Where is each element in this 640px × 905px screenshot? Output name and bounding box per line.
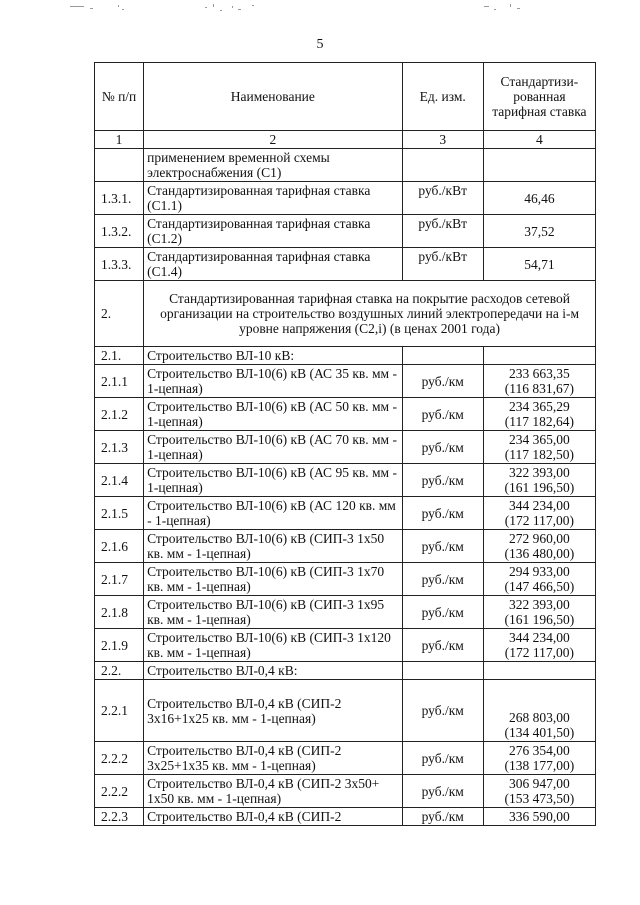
section-title: Стандартизированная тарифная ставка на покрытие расходов сетевой организации на строительство воздушных линий электропередачи на i-м уровне напряжения (С2,i) (в ценах 2001 года) bbox=[144, 281, 596, 347]
row-value-cell bbox=[483, 680, 595, 742]
scan-artifact bbox=[0, 0, 640, 20]
row-value bbox=[483, 149, 595, 182]
row-unit: руб./кВт bbox=[402, 248, 483, 281]
table-header-row bbox=[95, 63, 596, 131]
row-value-secondary: (153 473,50) bbox=[504, 791, 575, 806]
row-value-secondary: (161 196,50) bbox=[504, 480, 575, 495]
row-number: 2.1.9 bbox=[95, 629, 144, 662]
row-unit: руб./км bbox=[402, 464, 483, 497]
row-value-cell bbox=[483, 398, 595, 431]
row-value-cell bbox=[483, 775, 595, 808]
row-name: Строительство ВЛ-10(6) кВ (СИП-3 1х50 кв. мм - 1-цепная) bbox=[144, 530, 403, 563]
row-number: 2.1.8 bbox=[95, 596, 144, 629]
table-row bbox=[95, 398, 596, 431]
row-unit: руб./км bbox=[402, 365, 483, 398]
row-number: 2.1.2 bbox=[95, 398, 144, 431]
table-row bbox=[95, 629, 596, 662]
table-row bbox=[95, 497, 596, 530]
row-value-secondary: (138 177,00) bbox=[504, 758, 575, 773]
row-value-secondary: (117 182,50) bbox=[504, 447, 574, 462]
table-row bbox=[95, 248, 596, 281]
row-value: 344 234,00 bbox=[509, 498, 570, 513]
row-number: 2.1. bbox=[95, 347, 144, 365]
table-row bbox=[95, 742, 596, 775]
row-value-cell bbox=[483, 742, 595, 775]
row-value: 54,71 bbox=[483, 248, 595, 281]
table-row bbox=[95, 563, 596, 596]
table-row bbox=[95, 182, 596, 215]
row-name: Строительство ВЛ-0,4 кВ (СИП-2 3х16+1х25 кв. мм - 1-цепная) bbox=[144, 680, 403, 742]
row-name: Строительство ВЛ-0,4 кВ (СИП-2 3х25+1х35 кв. мм - 1-цепная) bbox=[144, 742, 403, 775]
row-value-cell bbox=[483, 596, 595, 629]
row-name: Стандартизированная тарифная ставка (С1.4) bbox=[144, 248, 403, 281]
row-value-cell bbox=[483, 629, 595, 662]
row-number: 2.1.3 bbox=[95, 431, 144, 464]
row-value: 46,46 bbox=[483, 182, 595, 215]
row-value: 344 234,00 bbox=[509, 630, 570, 645]
table-row bbox=[95, 365, 596, 398]
row-number: 2.1.1 bbox=[95, 365, 144, 398]
row-value bbox=[483, 347, 595, 365]
row-name: Строительство ВЛ-10(6) кВ (СИП-3 1х120 кв. мм - 1-цепная) bbox=[144, 629, 403, 662]
row-value-cell bbox=[483, 563, 595, 596]
table-row bbox=[95, 530, 596, 563]
row-value bbox=[483, 662, 595, 680]
row-unit: руб./км bbox=[402, 629, 483, 662]
row-name: Строительство ВЛ-10(6) кВ (СИП-3 1х95 кв. мм - 1-цепная) bbox=[144, 596, 403, 629]
row-name: Стандартизированная тарифная ставка (С1.2) bbox=[144, 215, 403, 248]
row-number: 2.2.3 bbox=[95, 808, 144, 826]
page-number: 5 bbox=[316, 37, 324, 52]
row-value: 336 590,00 bbox=[483, 808, 595, 826]
row-unit bbox=[402, 149, 483, 182]
row-name: Строительство ВЛ-0,4 кВ (СИП-2 bbox=[144, 808, 403, 826]
row-number: 2.1.7 bbox=[95, 563, 144, 596]
row-number bbox=[95, 149, 144, 182]
row-value-cell bbox=[483, 530, 595, 563]
row-unit: руб./км bbox=[402, 398, 483, 431]
row-unit: руб./км bbox=[402, 742, 483, 775]
table-row bbox=[95, 596, 596, 629]
table-row bbox=[95, 662, 596, 680]
row-value-secondary: (117 182,64) bbox=[504, 414, 574, 429]
column-number: 2 bbox=[144, 131, 403, 149]
row-number: 2.2.2 bbox=[95, 775, 144, 808]
column-number: 4 bbox=[483, 131, 595, 149]
row-value: 233 663,35 bbox=[509, 366, 570, 381]
table-row bbox=[95, 347, 596, 365]
table-row bbox=[95, 680, 596, 742]
row-name: Строительство ВЛ-0,4 кВ (СИП-2 3х50+ 1х50 кв. мм - 1-цепная) bbox=[144, 775, 403, 808]
row-number: 2.2.1 bbox=[95, 680, 144, 742]
row-value: 322 393,00 bbox=[509, 597, 570, 612]
row-value: 276 354,00 bbox=[509, 743, 570, 758]
row-number: 2.2. bbox=[95, 662, 144, 680]
row-name: Строительство ВЛ-10(6) кВ (АС 70 кв. мм - 1-цепная) bbox=[144, 431, 403, 464]
row-number: 1.3.2. bbox=[95, 215, 144, 248]
row-number: 2.2.2 bbox=[95, 742, 144, 775]
row-value-secondary: (147 466,50) bbox=[504, 579, 575, 594]
row-number: 1.3.1. bbox=[95, 182, 144, 215]
row-unit: руб./кВт bbox=[402, 215, 483, 248]
row-unit: руб./км bbox=[402, 596, 483, 629]
row-value: 37,52 bbox=[483, 215, 595, 248]
row-value-secondary: (134 401,50) bbox=[504, 725, 575, 740]
row-name: Строительство ВЛ-10(6) кВ (СИП-3 1х70 кв. мм - 1-цепная) bbox=[144, 563, 403, 596]
row-name: Строительство ВЛ-10(6) кВ (АС 50 кв. мм - 1-цепная) bbox=[144, 398, 403, 431]
row-value: 268 803,00 bbox=[509, 710, 570, 725]
row-value-secondary: (116 831,67) bbox=[504, 381, 574, 396]
row-value-cell bbox=[483, 464, 595, 497]
row-number: 1.3.3. bbox=[95, 248, 144, 281]
row-name: Строительство ВЛ-10(6) кВ (АС 35 кв. мм - 1-цепная) bbox=[144, 365, 403, 398]
row-value: 234 365,00 bbox=[509, 432, 570, 447]
table-row bbox=[95, 431, 596, 464]
column-number-row bbox=[95, 131, 596, 149]
row-name: Строительство ВЛ-10(6) кВ (АС 95 кв. мм - 1-цепная) bbox=[144, 464, 403, 497]
header-name: Наименование bbox=[144, 63, 403, 131]
row-number: 2.1.5 bbox=[95, 497, 144, 530]
row-name: Строительство ВЛ-10(6) кВ (АС 120 кв. мм - 1-цепная) bbox=[144, 497, 403, 530]
header-unit: Ед. изм. bbox=[402, 63, 483, 131]
table-section-row bbox=[95, 281, 596, 347]
table-row bbox=[95, 215, 596, 248]
row-value: 234 365,29 bbox=[509, 399, 570, 414]
header-rate: Стандартизи-рованная тарифная ставка bbox=[483, 63, 595, 131]
row-value-secondary: (136 480,00) bbox=[504, 546, 575, 561]
row-value-secondary: (161 196,50) bbox=[504, 612, 575, 627]
column-number: 1 bbox=[95, 131, 144, 149]
row-name: Стандартизированная тарифная ставка (С1.1) bbox=[144, 182, 403, 215]
table-row bbox=[95, 808, 596, 826]
row-number: 2.1.4 bbox=[95, 464, 144, 497]
table-row bbox=[95, 775, 596, 808]
row-unit: руб./км bbox=[402, 680, 483, 742]
row-name: Строительство ВЛ-10 кВ: bbox=[144, 347, 403, 365]
row-value: 294 933,00 bbox=[509, 564, 570, 579]
row-value-secondary: (172 117,00) bbox=[504, 645, 574, 660]
row-value-cell bbox=[483, 431, 595, 464]
row-unit: руб./км bbox=[402, 530, 483, 563]
row-value: 272 960,00 bbox=[509, 531, 570, 546]
row-name: применением временной схемы электроснабжения (С1) bbox=[144, 149, 403, 182]
row-number: 2.1.6 bbox=[95, 530, 144, 563]
row-unit: руб./кВт bbox=[402, 182, 483, 215]
tariff-rates-table bbox=[94, 62, 596, 826]
row-unit: руб./км bbox=[402, 563, 483, 596]
row-value-cell bbox=[483, 497, 595, 530]
row-value: 322 393,00 bbox=[509, 465, 570, 480]
row-value-cell bbox=[483, 365, 595, 398]
row-unit: руб./км bbox=[402, 775, 483, 808]
row-unit bbox=[402, 347, 483, 365]
row-number: 2. bbox=[95, 281, 144, 347]
header-num: № п/п bbox=[95, 63, 144, 131]
column-number: 3 bbox=[402, 131, 483, 149]
row-value: 306 947,00 bbox=[509, 776, 570, 791]
row-unit: руб./км bbox=[402, 497, 483, 530]
row-unit: руб./км bbox=[402, 431, 483, 464]
row-unit bbox=[402, 662, 483, 680]
table-row bbox=[95, 149, 596, 182]
row-name: Строительство ВЛ-0,4 кВ: bbox=[144, 662, 403, 680]
row-value-secondary: (172 117,00) bbox=[504, 513, 574, 528]
table-row bbox=[95, 464, 596, 497]
row-unit: руб./км bbox=[402, 808, 483, 826]
